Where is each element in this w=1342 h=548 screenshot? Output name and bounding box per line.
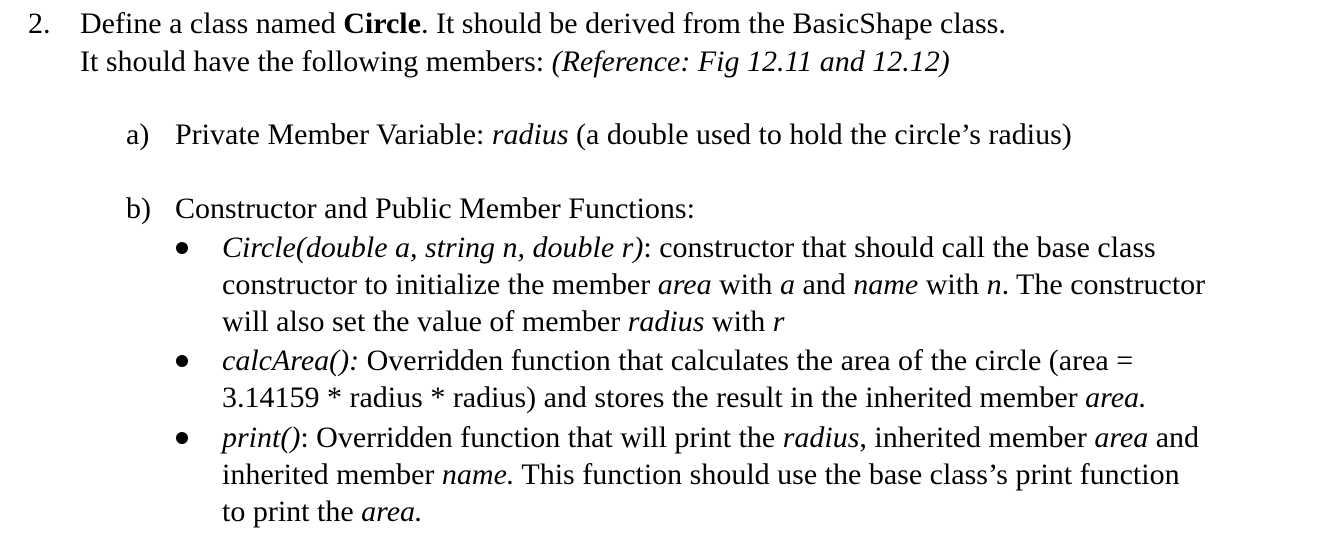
signature: print() bbox=[222, 421, 301, 454]
class-name: Circle bbox=[343, 7, 421, 40]
item-a-text bbox=[175, 116, 1072, 154]
text: constructor to initialize the member bbox=[222, 268, 658, 301]
bullet-3-line-1 bbox=[222, 419, 1199, 457]
signature: Circle(double a, string n, double r) bbox=[222, 231, 644, 264]
item-b-label: b) bbox=[126, 192, 151, 225]
text: and bbox=[1148, 421, 1200, 454]
term: n bbox=[986, 268, 1002, 301]
text: with bbox=[918, 268, 987, 301]
term: area bbox=[1094, 421, 1149, 454]
text: with bbox=[704, 305, 773, 338]
variable-name: radius bbox=[491, 118, 569, 151]
term: a bbox=[779, 268, 795, 301]
text: and bbox=[794, 268, 854, 301]
text: . It should be derived from the BasicShape class. bbox=[420, 7, 1006, 40]
text: This function should use the base class’s print function bbox=[514, 458, 1180, 491]
bullet-dot bbox=[176, 355, 188, 367]
text: : constructor that should call the base class bbox=[643, 231, 1156, 264]
reference: (Reference: Fig 12.11 and 12.12) bbox=[551, 45, 950, 78]
text: 3.14159 * radius * radius) and stores the result in the inherited member bbox=[222, 381, 1086, 414]
bullet-dot bbox=[176, 242, 188, 254]
signature: calcArea(): bbox=[222, 344, 360, 377]
term: name bbox=[853, 268, 919, 301]
item-b-heading: Constructor and Public Member Functions: bbox=[175, 192, 695, 225]
bullet-3-line-3 bbox=[222, 493, 423, 531]
text: . The constructor bbox=[1001, 268, 1206, 301]
term: r bbox=[772, 305, 785, 338]
text: Overridden function that calculates the area of the circle (area = bbox=[359, 344, 1134, 377]
bullet-1-line-1 bbox=[222, 229, 1156, 267]
question-line-2 bbox=[80, 43, 950, 81]
question-number: 2. bbox=[28, 7, 51, 40]
text: Define a class named bbox=[80, 7, 344, 40]
text: Private Member Variable: bbox=[175, 118, 492, 151]
item-a-label: a) bbox=[126, 118, 150, 151]
bullet-2-line-1 bbox=[222, 342, 1133, 380]
bullet-1-line-3 bbox=[222, 303, 784, 341]
text: : Overridden function that will print the bbox=[300, 421, 783, 454]
bullet-2-line-2 bbox=[222, 379, 1147, 417]
text: will also set the value of member bbox=[222, 305, 628, 338]
text: , inherited member bbox=[859, 421, 1095, 454]
bullet-3-line-2 bbox=[222, 456, 1180, 494]
term: area bbox=[657, 268, 712, 301]
term: area. bbox=[361, 495, 423, 528]
text: inherited member bbox=[222, 458, 442, 491]
bullet-1-line-2 bbox=[222, 266, 1205, 304]
text: It should have the following members: bbox=[80, 45, 552, 78]
text: to print the bbox=[222, 495, 362, 528]
text: (a double used to hold the circle’s radius) bbox=[568, 118, 1072, 151]
text: with bbox=[711, 268, 780, 301]
question-line-1 bbox=[80, 5, 1006, 43]
bullet-dot bbox=[176, 432, 188, 444]
term: area. bbox=[1085, 381, 1147, 414]
term: name. bbox=[441, 458, 515, 491]
term: radius bbox=[627, 305, 705, 338]
term: radius bbox=[782, 421, 860, 454]
